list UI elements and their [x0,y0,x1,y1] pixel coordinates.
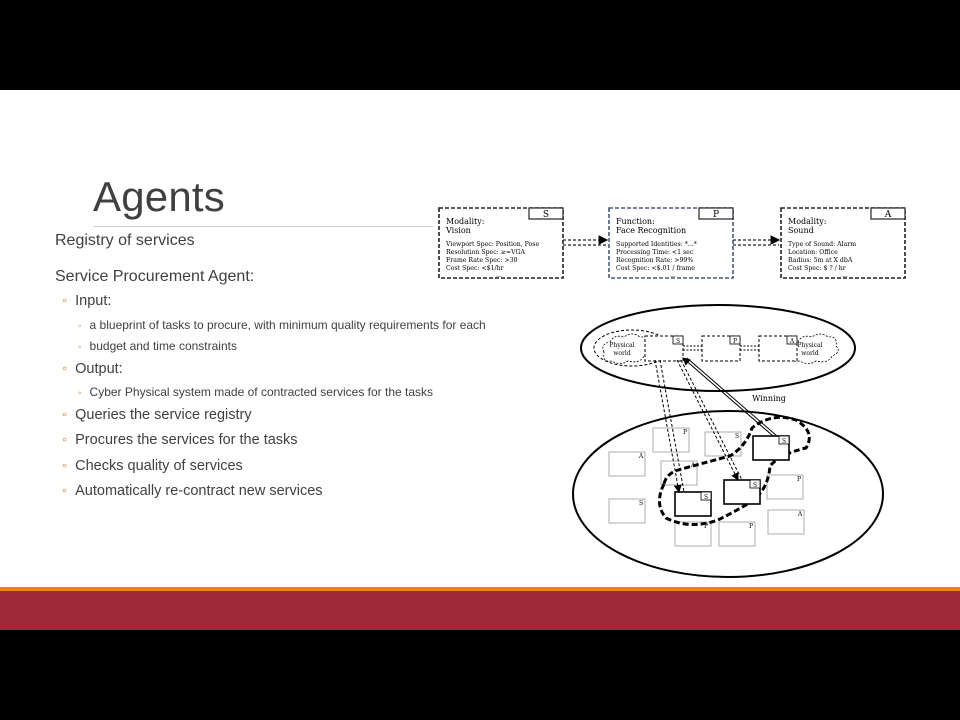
box-tag: S [638,500,644,507]
card-line: Cost Spec: <$1/hr [446,265,504,272]
service-card-vision [439,208,563,279]
physical-world-label: Physical [797,342,823,349]
service-card-face-recognition [609,208,733,279]
box-tag: S [703,494,709,501]
card-line: Radius: 5m at X dbA [788,257,853,264]
card-line: Resolution Spec: ≥=VGA [446,249,525,256]
service-registry [573,411,883,577]
card-line: Type of Sound: Alarm [788,241,857,248]
box-tag: A [690,462,696,469]
card-label: Modality: [788,217,827,226]
card-line: Processing Time: <1 sec [616,249,694,256]
card-line: Cost Spec: $ ? / hr [788,265,846,272]
box-tag: A [797,511,803,518]
box-tag: P [682,429,688,436]
footer-bar [0,591,960,630]
box-tag: A [789,338,795,345]
card-line: ... [496,272,502,279]
card-tag: P [712,210,720,220]
slide-title: Agents [93,173,225,220]
card-line: Supported Identities: *...* [616,241,697,248]
card-tag: A [884,210,892,220]
box-tag: S [675,338,681,345]
bullet-item: ◦ Cyber Physical system made of contracted services for the tasks [78,385,434,399]
box-tag: A [638,453,644,460]
box-tag: S [752,482,758,489]
bullet-item: Registry of services [55,232,195,249]
box-tag: P [732,338,738,345]
box-tag: P [796,476,802,483]
cyber-physical-system [581,305,855,391]
card-line: ... [842,272,848,279]
bullet-item: ◦ budget and time constraints [78,339,237,353]
bullet-item: ◦ Automatically re-contract new services [62,483,323,499]
bullet-item: ◦ Procures the services for the tasks [62,432,298,448]
card-tag: S [542,210,550,220]
card-label: Function: [616,217,655,226]
physical-world-label: world [613,350,631,357]
card-label: Modality: [446,217,485,226]
card-label: Vision [446,226,471,235]
box-tag: S [781,438,787,445]
bullet-item: ◦ Input: [62,293,112,309]
card-line: ... [670,272,676,279]
physical-world-label: world [801,350,819,357]
card-line: Viewport Spec: Position, Pose [446,241,540,248]
bullet-item: ◦ a blueprint of tasks to procure, with minimum quality requirements for each [78,318,486,332]
bullet-item: ◦ Output: [62,361,123,377]
box-tag: P [703,523,709,530]
card-line: Location: Office [788,249,838,256]
bullet-item: ◦ Checks quality of services [62,458,243,474]
card-line: Cost Spec: <$.01 / frame [616,265,695,272]
physical-world-label: Physical [609,342,635,349]
bullet-item: Service Procurement Agent: [55,268,255,285]
card-line: Recognition Rate: >99% [616,257,694,264]
box-tag: S [734,433,740,440]
bullet-item: ◦ Queries the service registry [62,407,252,423]
box-tag: P [748,523,754,530]
card-line: Frame Rate Spec: >30 [446,257,518,264]
card-label: Sound [788,226,814,235]
card-label: Face Recognition [616,226,687,235]
service-diagram [0,90,960,630]
slide [0,90,960,630]
winning-label: Winning [752,394,786,403]
service-card-sound [781,208,905,279]
